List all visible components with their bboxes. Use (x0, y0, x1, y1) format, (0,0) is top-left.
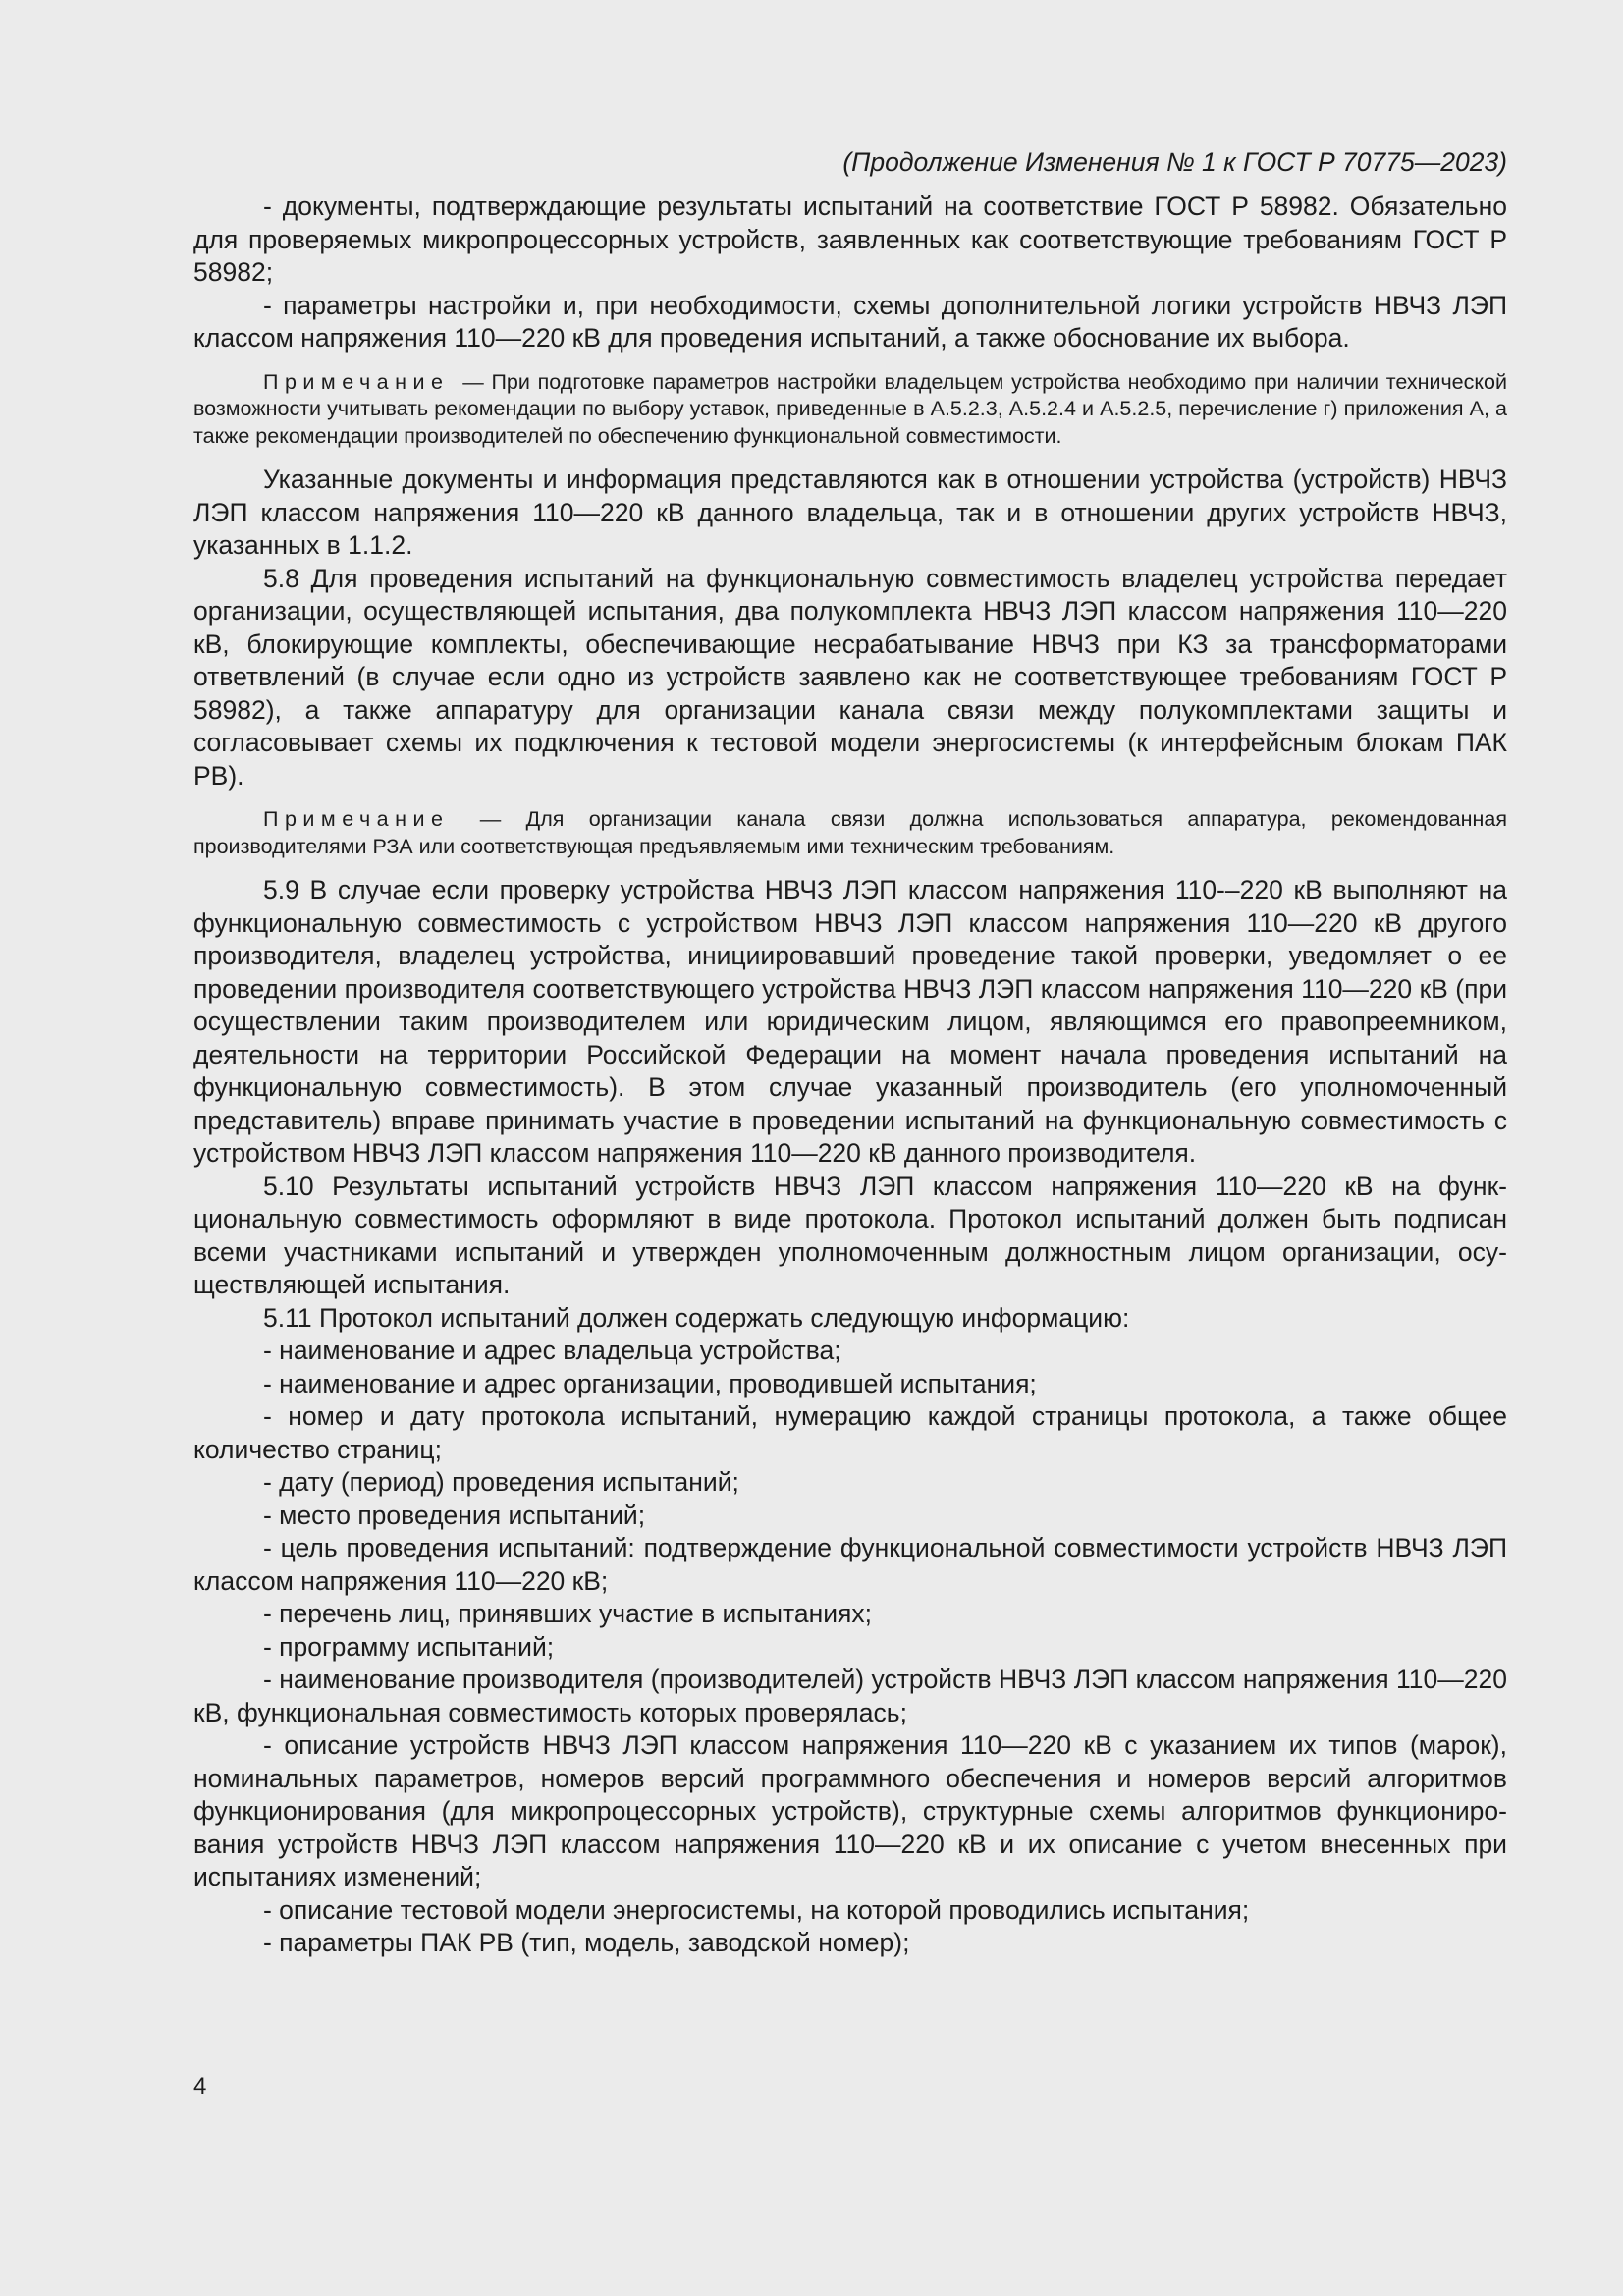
list-item: - описание тестовой модели энергосистемы, на которой проводились испытания; (263, 1894, 1250, 1925)
page-number: 4 (193, 2073, 207, 2100)
list-item: - параметры ПАК РВ (тип, модель, заводской номер); (263, 1928, 910, 1957)
list-item: - наименование и адрес владельца устройства; (263, 1336, 841, 1365)
list-item: - место проведения испытаний; (263, 1500, 646, 1530)
note-label: Примечание (263, 369, 450, 394)
list-item: - программу испытаний; (263, 1631, 555, 1662)
paragraph: Указанные документы и информация представляются как в отношении устройства (устройств) НВЧЗ ЛЭП классом напряжения 110—220 кВ данного владельца, так и в отношении других устройств НВЧЗ, указанных в 1.1.2. (193, 465, 1507, 560)
list-item: - наименование производителя (производителей) устройств НВЧЗ ЛЭП классом напряжения 110—220 кВ, функциональная совместимость которых проверялась; (193, 1665, 1507, 1727)
list-item: - перечень лиц, принявших участие в испытаниях; (263, 1599, 872, 1628)
paragraph: - параметры настройки и, при необходимости, схемы дополнительной логики устройств НВЧЗ ЛЭП классом напряжения 110—220 кВ для проведения испытаний, а также обоснование их выбора. (193, 290, 1507, 353)
list-item: - дату (период) проведения испытаний; (263, 1467, 739, 1497)
note-text: — При подготовке параметров настройки владельцем устройства необходимо при наличии технической возможности учитывать рекомендации по выбору уставок, приведенные в А.5.2.3, А.5.2.4 и А.5.2.5, перечисление г) приложения А, а также рекомендации производителей по обеспечению функциональной совместимости. (193, 369, 1507, 448)
list-item: - цель проведения испытаний: подтверждение функциональной совместимости устройств НВЧЗ ЛЭП классом напряжения 110—220 кВ; (193, 1533, 1507, 1596)
paragraph: 5.11 Протокол испытаний должен содержать следующую информацию: (263, 1302, 1130, 1333)
list-item: - описание устройств НВЧЗ ЛЭП классом напряжения 110—220 кВ с указанием их типов (марок), номинальных параметров, номеров версий программного обеспечения и номеров версий алгоритмов функционирования (для микропроцессорных устройств), структурные схемы алгоритмов функционирования устройств НВЧЗ ЛЭП классом напряжения 110—220 кВ и их описание с учетом внесенных при испытаниях изменений; (193, 1730, 1507, 1891)
note (193, 806, 1507, 860)
paragraph: - документы, подтверждающие результаты испытаний на соответствие ГОСТ Р 58982. Обязательно для проверяемых микропроцессорных устройств, заявленных как соответствующие требованиям ГОСТ Р 58982; (193, 191, 1507, 287)
running-title: (Продолжение Изменения № 1 к ГОСТ Р 70775—2023) (842, 147, 1507, 177)
list-item: - номер и дату протокола испытаний, нумерацию каждой страницы протокола, а также общее количество страниц; (193, 1401, 1507, 1464)
paragraph: 5.9 В случае если проверку устройства НВЧЗ ЛЭП классом напряжения 110-–220 кВ выполняют на функциональную совместимость с устройством НВЧЗ ЛЭП классом напряжения 110—220 кВ другого производителя, владелец устройства, инициировавший проведение такой проверки, уведомляет о ее проведении производителя соответствующего устройства НВЧЗ ЛЭП классом напряжения 110—220 кВ (при осуществлении таким производителем или юридическим лицом, являющимся его правопреемником, деятельности на территории Российской Федерации на момент начала проведения испытаний на функциональную совместимость). В этом случае указанный производитель (его уполномоченный представитель) вправе принимать участие в проведении испытаний на функциональную совместимость с устройством НВЧЗ ЛЭП классом напряжения 110—220 кВ данного производителя. (193, 875, 1507, 1168)
note (193, 369, 1507, 451)
paragraph: 5.8 Для проведения испытаний на функциональную совместимость владелец устройства передает организации, осуществляющей испытания, два полукомплекта НВЧЗ ЛЭП классом напряжения 110—220 кВ, блокирующие комплекты, обеспечивающие несрабатывание НВЧЗ при КЗ за трансформаторами ответвлений (в случае если одно из устройств заявлено как не соответствующее требованиям ГОСТ Р 58982), а также аппаратуру для организации канала связи между полукомплектами защиты и согласовывает схемы их подключения к тестовой модели энергосистемы (к интерфейсным блокам ПАК РВ). (193, 563, 1507, 791)
note-label: Примечание (263, 807, 450, 831)
note-text: — Для организации канала связи должна использоваться аппаратура, рекомендованная производителями РЗА или соответствующая предъявляемым ими техническим требованиям. (193, 807, 1507, 858)
document-page (193, 145, 1507, 1960)
list-item: - наименование и адрес организации, проводившей испытания; (263, 1368, 1037, 1398)
paragraph: 5.10 Результаты испытаний устройств НВЧЗ ЛЭП классом напряжения 110—220 кВ на функциональную совместимость оформляют в виде протокола. Протокол испытаний должен быть подписан всеми участниками испытаний и утвержден уполномоченным должностным лицом организации, осуществляющей испытания. (193, 1171, 1507, 1299)
